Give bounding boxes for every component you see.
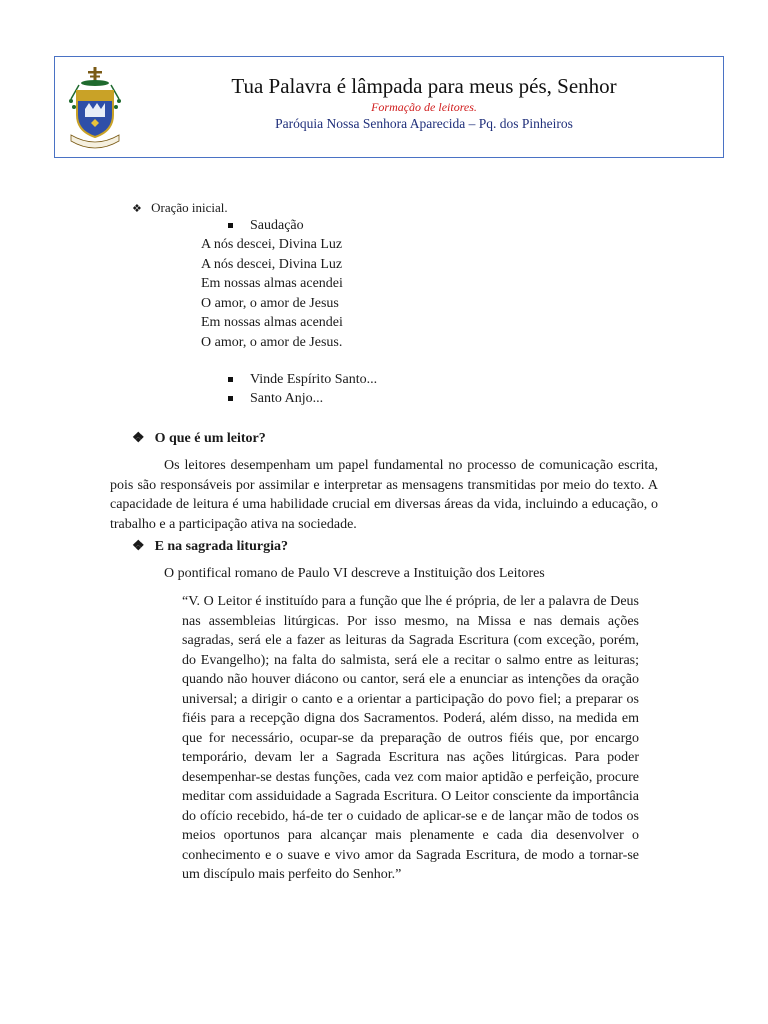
- list-item: Saudação: [228, 216, 304, 236]
- square-bullet-icon: [228, 223, 233, 228]
- lyric-line: Em nossas almas acendei: [201, 315, 343, 330]
- square-bullet-icon: [228, 377, 233, 382]
- document-header: [54, 56, 724, 158]
- hymn-lyrics: [201, 235, 343, 352]
- header-subtitle: Formação de leitores.: [371, 100, 477, 114]
- lyric-line: Em nossas almas acendei: [201, 276, 343, 291]
- list-item: Santo Anjo...: [228, 389, 323, 409]
- lyric-line: O amor, o amor de Jesus: [201, 295, 339, 311]
- lyric-line: A nós descei, Divina Luz: [201, 256, 343, 272]
- lyric-line: O amor, o amor de Jesus.: [201, 334, 343, 350]
- list-item: Vinde Espírito Santo...: [228, 370, 377, 390]
- section-heading: ❖ O que é um leitor?: [132, 431, 266, 446]
- square-bullet-icon: [228, 396, 233, 401]
- diamond-bullet-icon: ❖: [132, 203, 142, 215]
- opening-item: [132, 198, 228, 220]
- diamond-bullet-icon: ❖: [132, 539, 145, 554]
- page-title: Tua Palavra é lâmpada para meus pés, Senhor: [231, 74, 617, 98]
- section-body: Os leitores desempenham um papel fundamental no processo de comunicação escrita, pois são responsáveis por assimilar e interpretar as mensagens transmitidas por meio do texto. A capacidade de leitura é uma habilidade crucial em diversas áreas da vida, incluindo a educação, o trabalho e a participação ativa na sociedade.: [110, 458, 658, 532]
- lyric-line: A nós descei, Divina Luz: [201, 237, 343, 252]
- section-heading: ❖ E na sagrada liturgia?: [132, 539, 288, 554]
- diamond-bullet-icon: ❖: [132, 431, 145, 446]
- blockquote: “V. O Leitor é instituído para a função que lhe é própria, de ler a palavra de Deus nas assembleias litúrgicas. Por isso mesmo, na Missa e nas demais ações sagradas, será ele a fazer as leituras da Sagrada Escritura (com exceção, porém, do Evangelho); na falta do salmista, será ele a recitar o salmo entre as leituras; quando não houver diácono ou cantor, será ele a enunciar as intenções da oração universal; a dirigir o canto e a orientar a participação do povo fiel; a preparar os fiéis para a recepção digna dos Sacramentos. Poderá, além disso, na medida em que for necessário, ocupar-se da preparação de outros fiéis que, por encargo temporário, devam ler a Sagrada Escritura nas ações litúrgicas. Para poder desempenhar-se destas funções, cada vez com maior aptidão e perfeição, procure meditar com assiduidade a Sagrada Escritura. O Leitor consciente da importância do ofício recebido, há-de ter o cuidado de aplicar-se e de lançar mão de todos os meios oportunos para alcançar mais plenamente e cada dia desenvolver o conhecimento e o suave e vivo amor da Sagrada Escritura, de modo a tornar-se um discípulo mais perfeito do Senhor.”: [182, 594, 639, 882]
- section-intro: O pontifical romano de Paulo VI descreve a Instituição dos Leitores: [164, 566, 545, 581]
- opening-label: Oração inicial.: [151, 200, 228, 215]
- diocese-coat-of-arms-icon: [65, 65, 125, 149]
- parish-name: Paróquia Nossa Senhora Aparecida – Pq. dos Pinheiros: [275, 116, 573, 131]
